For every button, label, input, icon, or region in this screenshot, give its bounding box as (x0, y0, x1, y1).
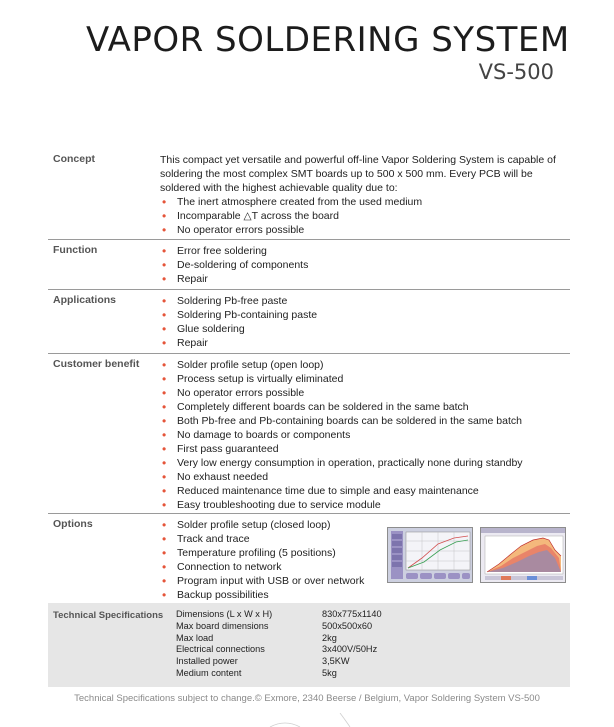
table-row (176, 668, 382, 680)
table-row (176, 621, 382, 633)
spec-key: Medium content (176, 667, 242, 678)
list-item: • Solder profile setup (open loop) (160, 358, 572, 372)
spec-key: Max load (176, 632, 214, 643)
list-item: • Very low energy consumption in operation, practically none during standby (160, 456, 572, 470)
section-divider (48, 289, 570, 290)
list-item: • Solder profile setup (closed loop) (160, 518, 572, 532)
customer-benefit-content (160, 358, 572, 512)
list-item: • Error free soldering (160, 244, 572, 258)
spec-value: 5kg (322, 667, 337, 678)
document-title: VAPOR SOLDERING SYSTEM (86, 20, 570, 60)
list-item: • Track and trace (160, 532, 572, 546)
list-item: • Connection to network (160, 560, 572, 574)
spec-value: 500x500x60 (322, 620, 373, 631)
section-divider (48, 353, 570, 354)
list-item: • Repair (160, 272, 572, 286)
spec-value: 3,5KW (322, 656, 350, 667)
spec-key: Electrical connections (176, 644, 265, 655)
applications-content (160, 294, 572, 350)
spec-value: 2kg (322, 632, 337, 643)
model-number: VS-500 (478, 60, 554, 84)
technical-specifications-label: Technical Specifications (53, 610, 164, 621)
concept-label: Concept (53, 153, 95, 165)
spec-key: Max board dimensions (176, 620, 269, 631)
table-row (176, 644, 382, 656)
table-row (176, 633, 382, 645)
control-software-screenshot (387, 527, 473, 583)
temperature-profile-screenshot (480, 527, 566, 583)
footer-text: Technical Specifications subject to change.© Exmore, 2340 Beerse / Belgium, Vapor Soldering System VS-500 (74, 693, 540, 704)
list-item: • Process setup is virtually eliminated (160, 372, 572, 386)
list-item: • No exhaust needed (160, 470, 572, 484)
function-list (160, 244, 572, 286)
concept-text: This compact yet versatile and powerful off-line Vapor Soldering System is capable of soldering the most complex SMT boards up to 500 x 500 mm. Every PCB will be soldered with the highest achievable quality due to: (160, 154, 556, 194)
customer-benefit-label: Customer benefit (53, 358, 140, 370)
list-item: • No operator errors possible (160, 223, 572, 237)
applications-list (160, 294, 572, 350)
concept-list (160, 195, 572, 237)
concept-content (160, 153, 572, 237)
technical-specifications (48, 603, 570, 687)
list-item: • First pass guaranteed (160, 442, 572, 456)
spec-key: Installed power (176, 656, 238, 667)
list-item: • Reduced maintenance time due to simple and easy maintenance (160, 484, 572, 498)
function-content (160, 244, 572, 286)
list-item: • Easy troubleshooting due to service module (160, 498, 572, 512)
list-item: • No damage to boards or components (160, 428, 572, 442)
list-item: • Both Pb-free and Pb-containing boards can be soldered in the same batch (160, 414, 572, 428)
section-divider (48, 513, 570, 514)
function-label: Function (53, 244, 98, 256)
list-item: • Incomparable △T across the board (160, 209, 572, 223)
list-item: • Backup possibilities (160, 588, 572, 602)
section-divider (48, 239, 570, 240)
list-item: • Glue soldering (160, 322, 572, 336)
specifications-table (176, 609, 382, 680)
spec-value: 830x775x1140 (322, 609, 382, 619)
list-item: • Repair (160, 336, 572, 350)
software-screenshots (387, 527, 567, 583)
list-item: • No operator errors possible (160, 386, 572, 400)
list-item: • Soldering Pb-free paste (160, 294, 572, 308)
list-item: • Temperature profiling (5 positions) (160, 546, 572, 560)
footer-decoration (0, 713, 614, 727)
spec-key: Dimensions (L x W x H) (176, 609, 273, 619)
list-item: • Program input with USB or over network (160, 574, 572, 588)
list-item: • De-soldering of components (160, 258, 572, 272)
list-item: • Completely different boards can be soldered in the same batch (160, 400, 572, 414)
table-row (176, 656, 382, 668)
applications-label: Applications (53, 294, 117, 306)
spec-value: 3x400V/50Hz (322, 644, 378, 655)
customer-benefit-list (160, 358, 572, 512)
list-item: • Soldering Pb-containing paste (160, 308, 572, 322)
list-item: • The inert atmosphere created from the used medium (160, 195, 572, 209)
table-row (176, 609, 382, 621)
options-label: Options (53, 518, 93, 530)
